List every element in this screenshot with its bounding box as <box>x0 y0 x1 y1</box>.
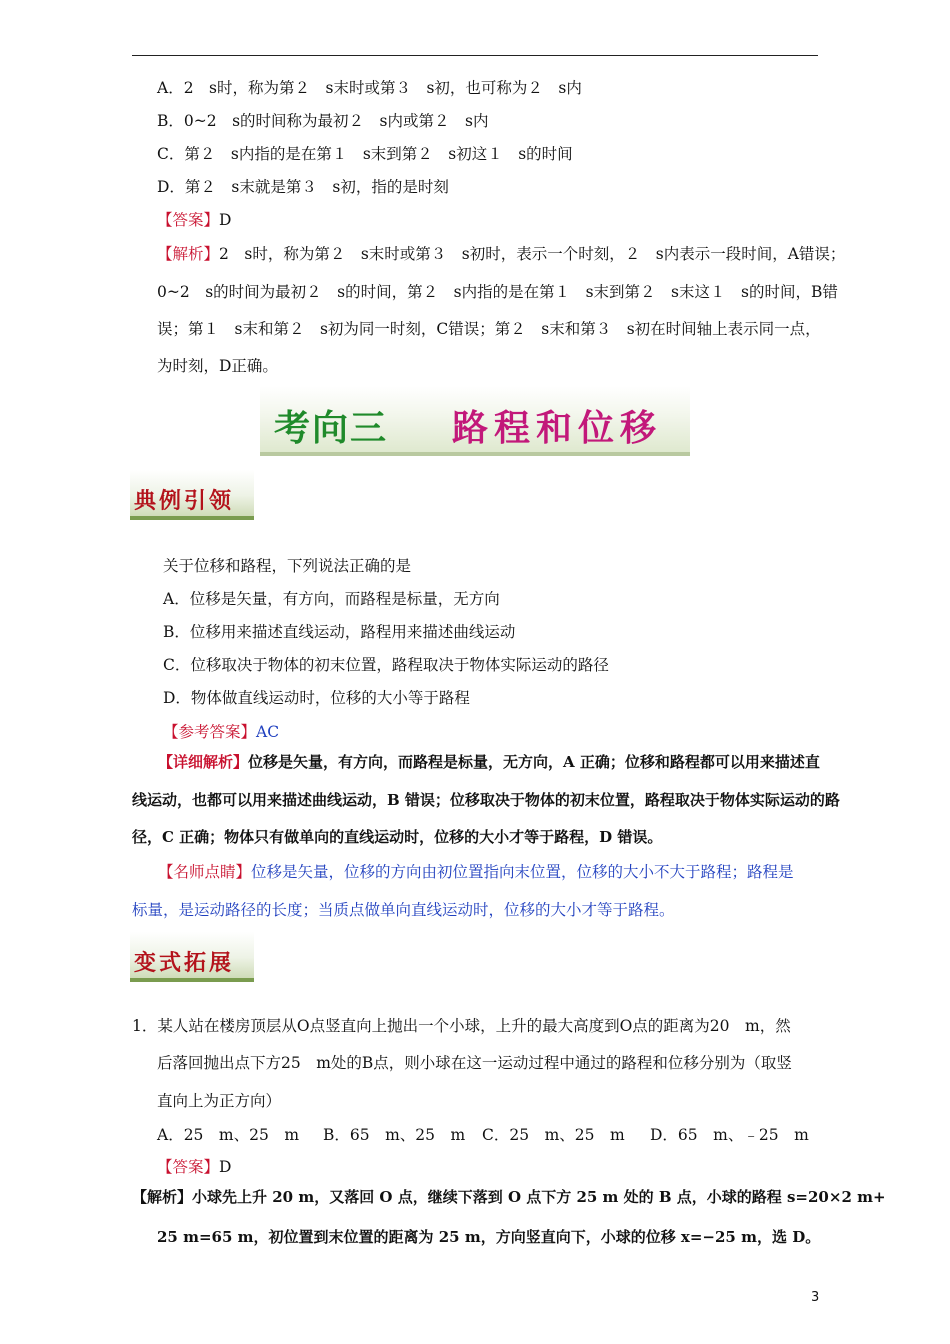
tip-line-1: 【名师点睛】位移是矢量，位移的方向由初位置指向末位置，位移的大小不大于路程；路程是 <box>158 863 794 881</box>
analysis-line-4: 为时刻，D正确。 <box>157 357 278 375</box>
detail-label: 【详细解析】 <box>158 753 249 771</box>
detail-line-1: 【详细解析】位移是矢量，有方向，而路程是标量，无方向，A 正确；位移和路程都可以用来描述直 <box>158 753 820 771</box>
banner-section-number: 考向三 <box>274 407 389 449</box>
exercise-answer-label: 【答案】 <box>157 1158 220 1176</box>
exercise-stem-3: 直向上为正方向） <box>157 1092 282 1110</box>
tag-example: 典例引领 <box>130 470 254 520</box>
reference-answer <box>163 722 279 742</box>
page-number: 3 <box>811 1290 820 1305</box>
banner-section-title: 路程和位移 <box>452 407 663 449</box>
tip-line-2: 标量，是运动路径的长度；当质点做单向直线运动时，位移的大小才等于路程。 <box>132 901 675 919</box>
option-c: C．第２ s内指的是在第１ s末到第２ s初这１ s的时间 <box>157 145 573 163</box>
exercise-analysis-2: 25 m=65 m，初位置到末位置的距离为 25 m，方向竖直向下，小球的位移 x=−25 m，选 D。 <box>157 1228 821 1246</box>
reference-answer-label: 【参考答案】 <box>163 723 257 741</box>
example-option-d: D．物体做直线运动时，位移的大小等于路程 <box>163 689 470 707</box>
section-banner <box>260 386 690 456</box>
exercise-stem-2: 后落回抛出点下方25 m处的B点，则小球在这一运动过程中通过的路程和位移分别为（取竖 <box>157 1054 792 1072</box>
example-stem: 关于位移和路程，下列说法正确的是 <box>163 557 412 575</box>
example-option-b: B．位移用来描述直线运动，路程用来描述曲线运动 <box>163 623 516 641</box>
option-d: D．第２ s末就是第３ s初，指的是时刻 <box>157 178 449 196</box>
exercise-option-c: C．25 m、25 m <box>482 1126 625 1144</box>
exercise-option-b: B．65 m、25 m <box>323 1126 466 1144</box>
exercise-analysis-label: 【解析】 <box>132 1188 193 1206</box>
detail-line-3: 径，C 正确；物体只有做单向的直线运动时，位移的大小才等于路程，D 错误。 <box>132 828 663 846</box>
answer-line <box>157 210 231 230</box>
exercise-stem-1: 1．某人站在楼房顶层从O点竖直向上抛出一个小球，上升的最大高度到O点的距离为20 m，然 <box>132 1017 791 1035</box>
example-option-c: C．位移取决于物体的初末位置，路程取决于物体实际运动的路径 <box>163 656 609 674</box>
detail-line-2: 线运动，也都可以用来描述曲线运动，B 错误；位移取决于物体的初末位置，路程取决于物体实际运动的路 <box>132 791 840 809</box>
option-b: B．0~2 s的时间称为最初２ s内或第２ s内 <box>157 112 489 130</box>
option-a: A．2 s时，称为第２ s末时或第３ s初，也可称为２ s内 <box>157 79 582 97</box>
answer-value: D <box>219 211 232 229</box>
analysis-line-3: 误；第１ s末和第２ s初为同一时刻，C错误；第２ s末和第３ s初在时间轴上表示同一点， <box>157 320 821 338</box>
answer-label: 【答案】 <box>157 211 220 229</box>
exercise-option-a: A．25 m、25 m <box>157 1126 300 1144</box>
exercise-answer-value: D <box>219 1158 232 1176</box>
analysis-line-1: 【解析】2 s时，称为第２ s末时或第３ s初时，表示一个时刻，２ s内表示一段时间，A错误； <box>157 245 846 263</box>
exercise-option-d: D．65 m、﹣25 m <box>650 1126 809 1144</box>
tip-label: 【名师点睛】 <box>158 863 252 881</box>
header-rule <box>132 55 818 56</box>
reference-answer-value: AC <box>256 723 280 741</box>
example-option-a: A．位移是矢量，有方向，而路程是标量，无方向 <box>163 590 500 608</box>
analysis-label: 【解析】 <box>157 245 220 263</box>
exercise-analysis-1: 【解析】小球先上升 20 m，又落回 O 点，继续下落到 O 点下方 25 m 处的 B 点，小球的路程 s=20×2 m+ <box>132 1188 886 1206</box>
tag-variant: 变式拓展 <box>130 932 254 982</box>
exercise-answer <box>157 1157 231 1177</box>
analysis-line-2: 0~2 s的时间为最初２ s的时间，第２ s内指的是在第１ s末到第２ s末这１ s的时间，B错 <box>157 283 838 301</box>
